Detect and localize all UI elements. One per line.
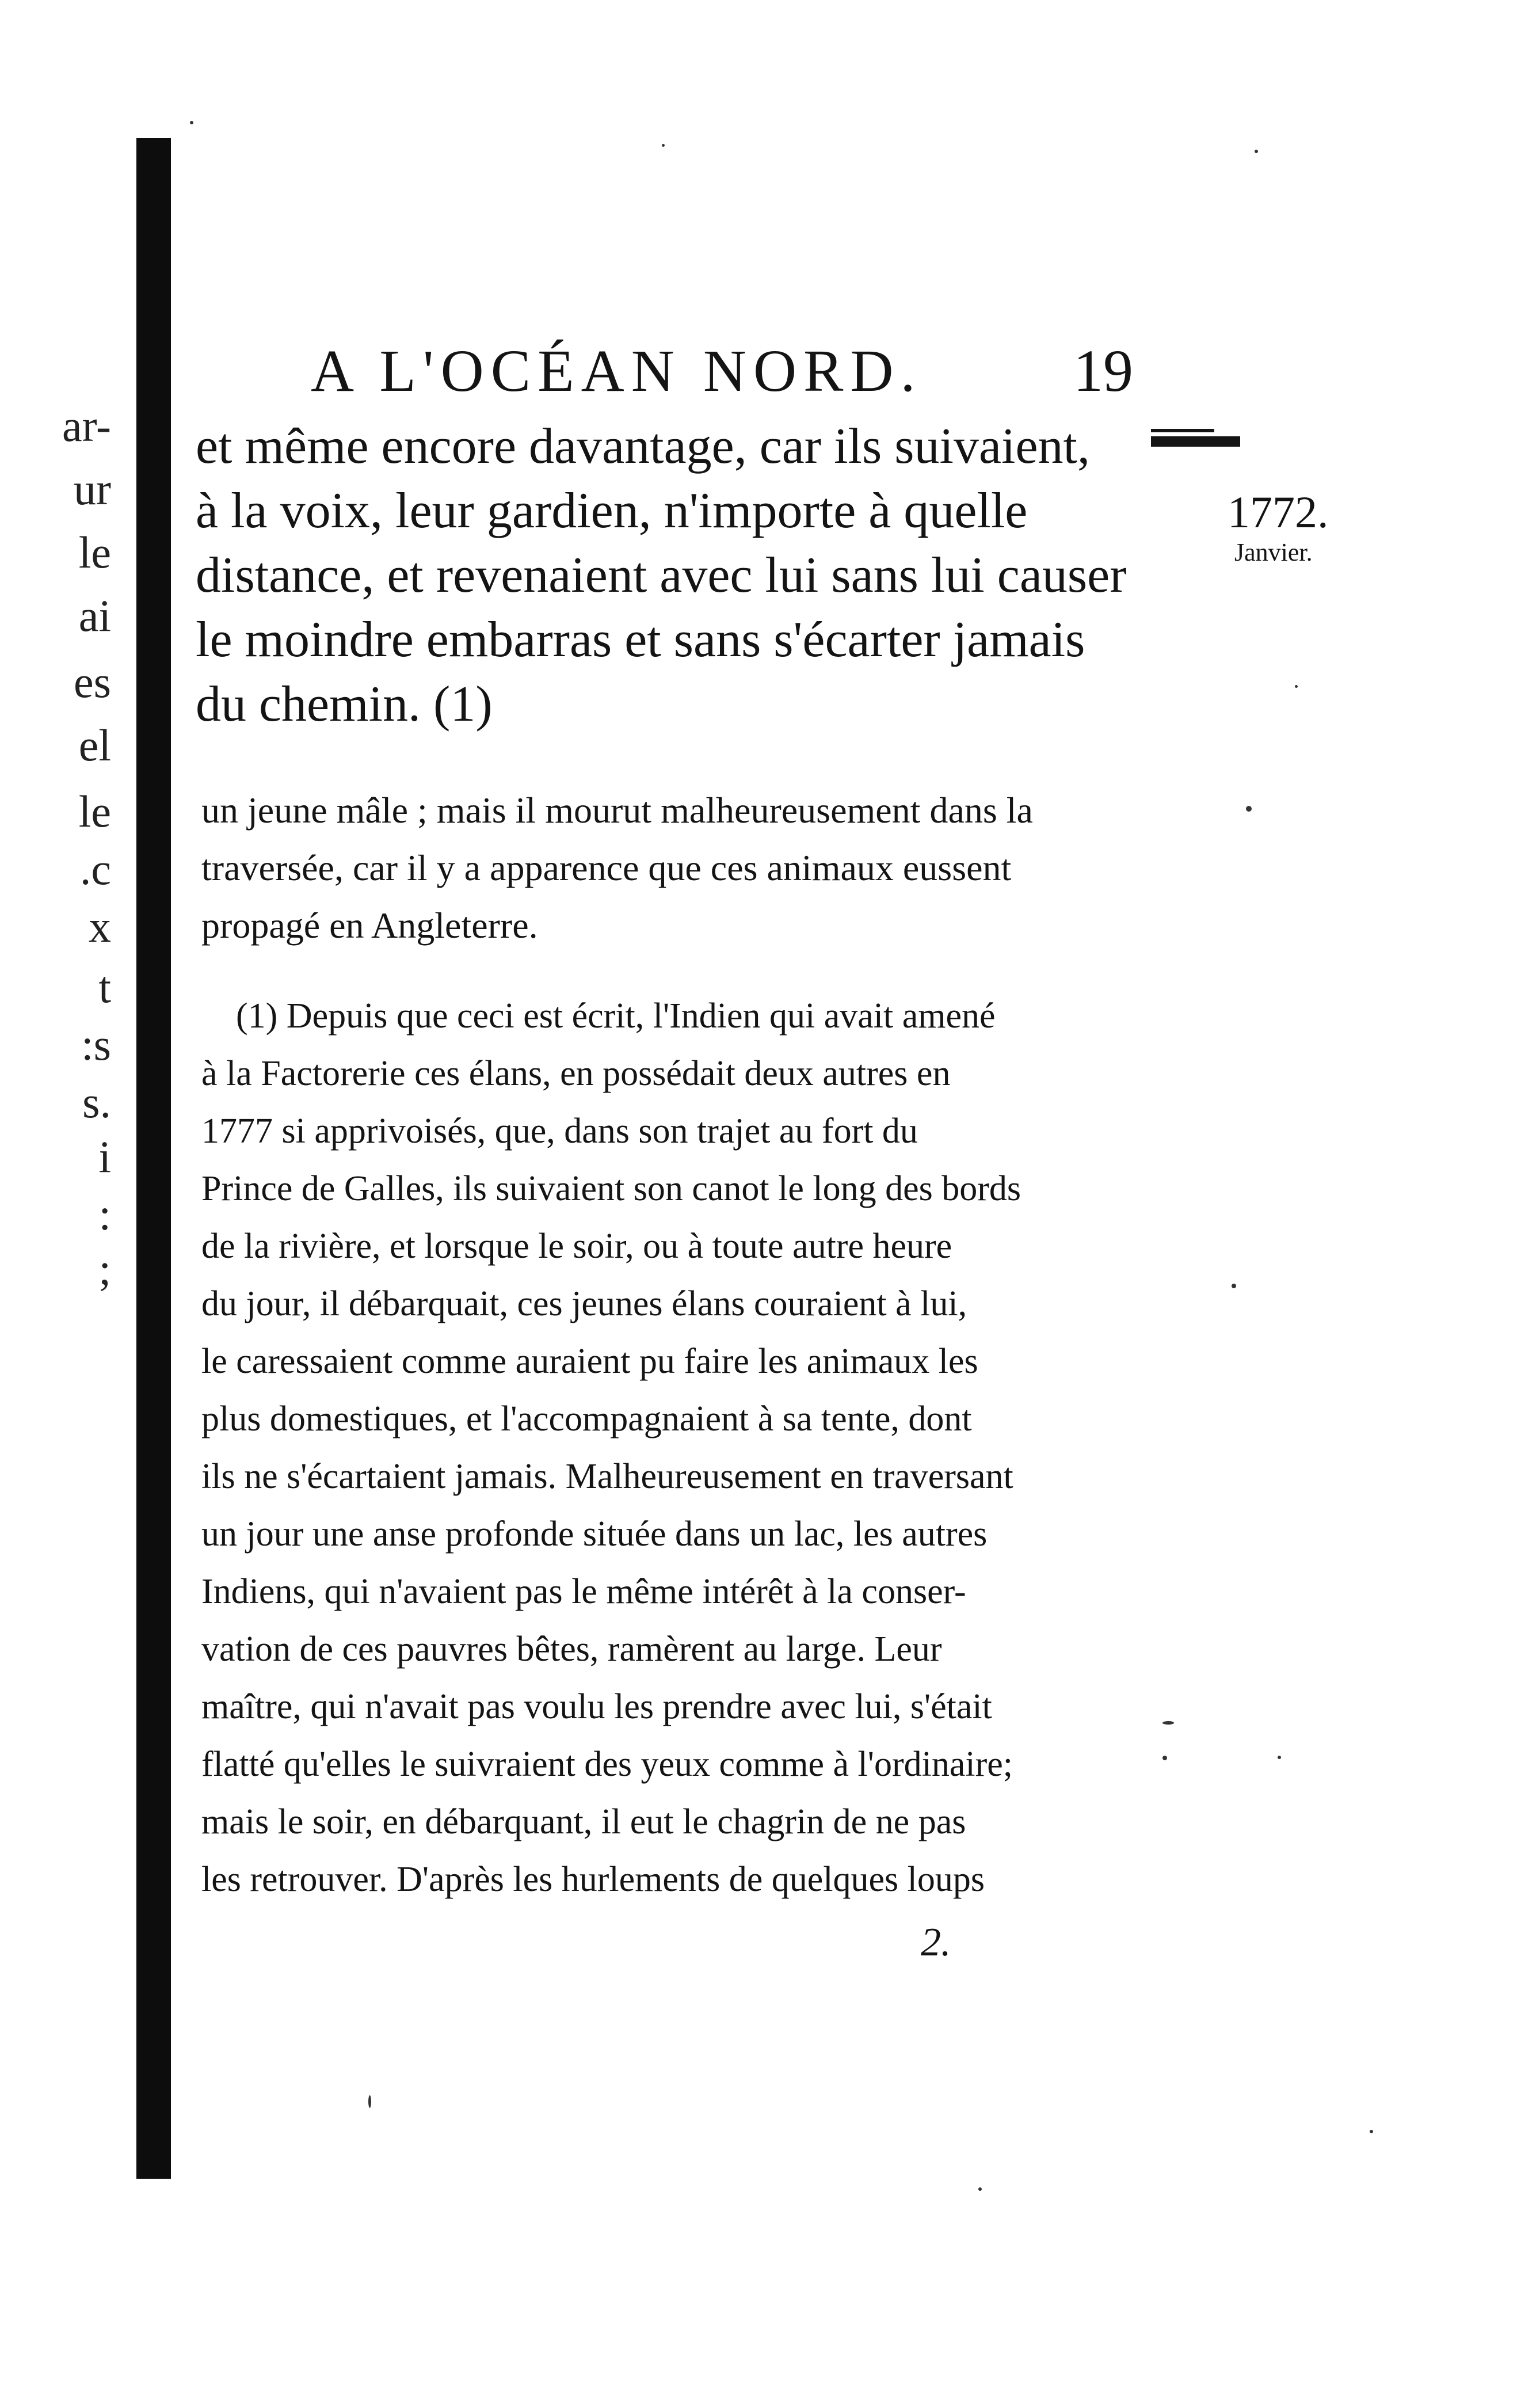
scan-speck: [1295, 685, 1298, 688]
footnote-continuation: [201, 782, 1151, 954]
footnote-line: (1) Depuis que ceci est écrit, l'Indien qui avait amené: [236, 996, 996, 1036]
running-head: [311, 334, 1145, 409]
footnote-line: à la Factorerie ces élans, en possédait deux autres en: [201, 1054, 951, 1093]
scan-speck: [368, 2095, 371, 2108]
footnote: [201, 987, 1151, 1908]
footnote-line: un jour une anse profonde située dans un lac, les autres: [201, 1514, 988, 1554]
margin-note-year: 1772.: [1228, 487, 1329, 537]
page-gutter-shadow: [136, 138, 171, 2179]
footnote-line: maître, qui n'avait pas voulu les prendre avec lui, s'était: [201, 1687, 992, 1726]
facing-fragment: le: [78, 527, 111, 577]
scan-speck: [978, 2187, 982, 2191]
margin-note-month: Janvier.: [1234, 538, 1313, 566]
running-head-title: A L'OCÉAN NORD.: [311, 338, 923, 404]
facing-fragment: es: [74, 657, 111, 707]
scan-speck: [1162, 1756, 1167, 1760]
footnote-line: mais le soir, en débarquant, il eut le chagrin de ne pas: [201, 1802, 966, 1841]
scan-speck: [1255, 150, 1258, 153]
facing-fragment: :s: [81, 1019, 111, 1070]
facing-page-fragments: [0, 397, 115, 1376]
signature-mark: 2.: [921, 1920, 951, 1965]
footnote-line: les retrouver. D'après les hurlements de quelques loups: [201, 1860, 985, 1899]
facing-fragment: ur: [74, 464, 111, 514]
facing-fragment: :: [98, 1189, 111, 1239]
main-text-block: [196, 414, 1232, 737]
facing-fragment: s.: [82, 1077, 111, 1127]
scan-speck: [1162, 1721, 1174, 1725]
facing-fragment: le: [78, 786, 111, 836]
footnote-line: 1777 si apprivoisés, que, dans son trajet au fort du: [201, 1112, 918, 1151]
text-line: distance, et revenaient avec lui sans lui causer: [196, 547, 1127, 603]
footnote-line: traversée, car il y a apparence que ces animaux eussent: [201, 847, 1012, 888]
footnote-line: de la rivière, et lorsque le soir, ou à toute autre heure: [201, 1227, 952, 1266]
scan-speck: [1370, 2130, 1373, 2133]
footnote-line: flatté qu'elles le suivraient des yeux comme à l'ordinaire;: [201, 1745, 1013, 1784]
facing-fragment: .c: [79, 844, 111, 894]
scan-speck: [190, 121, 193, 124]
text-line: du chemin. (1): [196, 676, 493, 732]
facing-fragment: i: [98, 1132, 111, 1182]
scan-speck: [1278, 1756, 1281, 1759]
scan-speck: [1246, 806, 1252, 812]
footnote-line: vation de ces pauvres bêtes, ramèrent au large. Leur: [201, 1630, 942, 1669]
facing-fragment: el: [78, 720, 111, 770]
facing-fragment: ;: [98, 1244, 111, 1294]
footnote-line: Prince de Galles, ils suivaient son canot le long des bords: [201, 1169, 1021, 1208]
facing-fragment: x: [89, 901, 111, 952]
footnote-line: Indiens, qui n'avaient pas le même intérêt à la conser-: [201, 1572, 966, 1611]
facing-fragment: t: [98, 962, 111, 1012]
page-number: 19: [1073, 338, 1133, 404]
footnote-line: ils ne s'écartaient jamais. Malheureusement en traversant: [201, 1457, 1013, 1496]
footnote-line: du jour, il débarquait, ces jeunes élans couraient à lui,: [201, 1284, 967, 1323]
scan-speck: [662, 144, 665, 147]
scan-speck: [1232, 1284, 1236, 1288]
text-line: à la voix, leur gardien, n'importe à quelle: [196, 483, 1028, 539]
text-line: le moindre embarras et sans s'écarter jamais: [196, 612, 1085, 668]
facing-fragment: ai: [78, 591, 111, 641]
footnote-line: le caressaient comme auraient pu faire les animaux les: [201, 1342, 978, 1381]
facing-fragment: ar-: [62, 401, 111, 451]
footnote-line: propagé en Angleterre.: [201, 905, 538, 946]
footnote-line: plus domestiques, et l'accompagnaient à sa tente, dont: [201, 1399, 972, 1438]
footnote-line: un jeune mâle ; mais il mourut malheureusement dans la: [201, 790, 1033, 831]
text-line: et même encore davantage, car ils suivaient,: [196, 418, 1090, 474]
